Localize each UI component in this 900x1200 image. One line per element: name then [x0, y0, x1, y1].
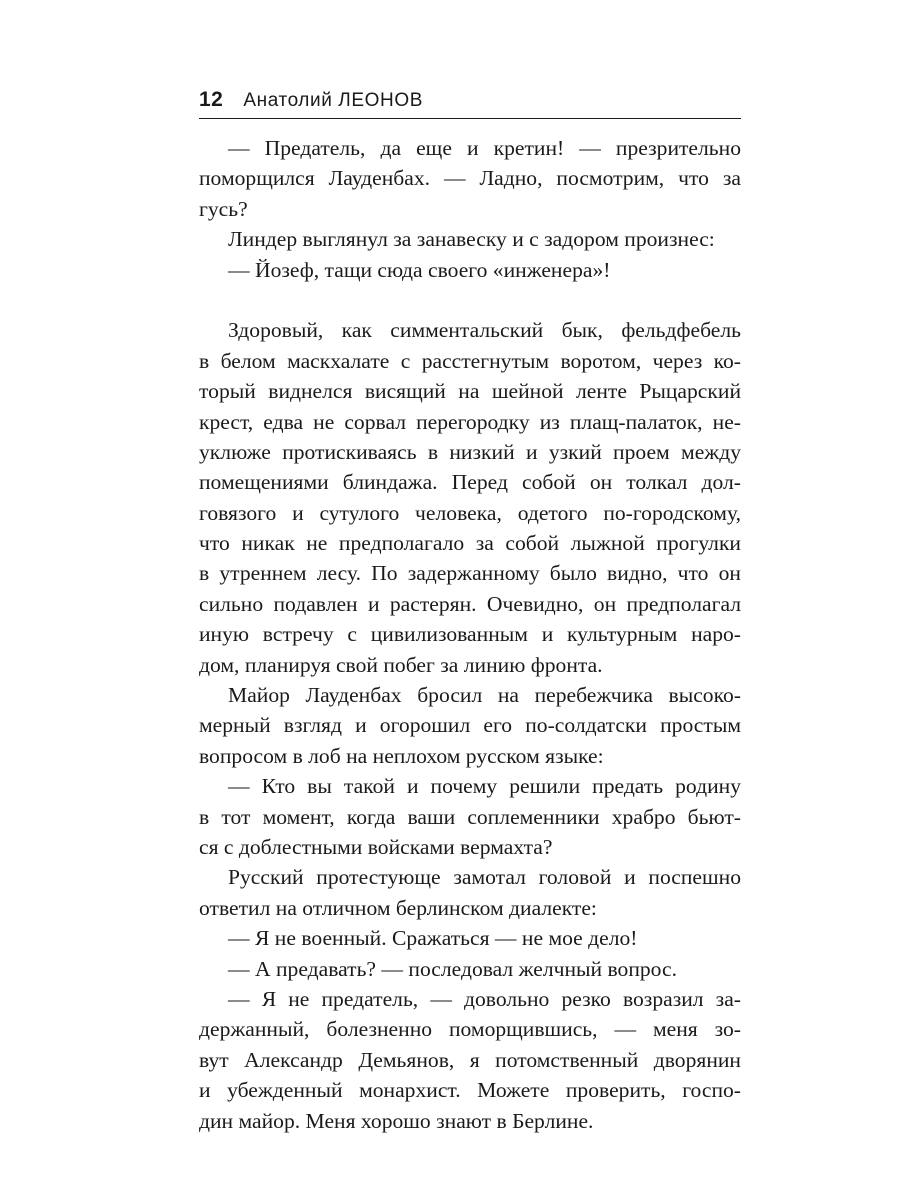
- section-break: [199, 285, 741, 315]
- text-line: Русский протестующе замотал головой и поспешно: [228, 865, 741, 890]
- running-head: [199, 88, 741, 119]
- author-name: Анатолий ЛЕОНОВ: [243, 90, 423, 111]
- text-line: поморщился Лауденбах. — Ладно, посмотрим, что за: [199, 166, 741, 191]
- text-line: — Я не предатель, — довольно резко возразил за-: [228, 986, 741, 1011]
- text-line: что никак не предполагало за собой лыжной прогулки: [199, 531, 741, 556]
- text-line: Здоровый, как симментальский бык, фельдфебель: [228, 318, 741, 343]
- text-line: ся с доблестными войсками вермахта?: [199, 834, 553, 859]
- text-line: — Предатель, да еще и кретин! — презрительно: [228, 136, 741, 160]
- text-line: и убежденный монархист. Можете проверить, госпо-: [199, 1078, 741, 1103]
- text-line: помещениями блиндажа. Перед собой он толкал дол-: [199, 470, 741, 495]
- text-line: — Я не военный. Сражаться — не мое дело!: [228, 926, 638, 951]
- text-line: дом, планируя свой побег за линию фронта.: [199, 652, 603, 677]
- text-line: гусь?: [199, 196, 248, 221]
- text-line: — Йозеф, тащи сюда своего «инженера»!: [228, 257, 611, 282]
- text-line: дин майор. Меня хорошо знают в Берлине.: [199, 1108, 594, 1133]
- text-line: крест, едва не сорвал перегородку из плащ-палаток, не-: [199, 409, 741, 434]
- text-line: в тот момент, когда ваши соплеменники храбро бьют-: [199, 804, 741, 829]
- text-line: Линдер выглянул за занавеску и с задором произнес:: [228, 227, 715, 252]
- page-number: 12: [199, 88, 224, 111]
- text-line: ответил на отличном берлинском диалекте:: [199, 895, 597, 920]
- text-line: сильно подавлен и растерян. Очевидно, он предполагал: [199, 591, 741, 616]
- text-line: — Кто вы такой и почему решили предать родину: [228, 774, 741, 799]
- text-line: вопросом в лоб на неплохом русском языке:: [199, 743, 604, 768]
- text-line: — А предавать? — последовал желчный вопрос.: [228, 956, 677, 981]
- text-line: Майор Лауденбах бросил на перебежчика высоко-: [228, 683, 741, 708]
- text-line: уклюже протискиваясь в низкий и узкий проем между: [199, 439, 741, 464]
- text-line: держанный, болезненно поморщившись, — меня зо-: [199, 1017, 741, 1042]
- book-page: [199, 88, 741, 1136]
- body-text: [199, 133, 741, 1136]
- text-line: торый виднелся висящий на шейной ленте Рыцарский: [199, 379, 741, 404]
- text-line: говязого и сутулого человека, одетого по-городскому,: [199, 500, 741, 525]
- text-line: иную встречу с цивилизованным и культурным наро-: [199, 622, 741, 647]
- text-line: мерный взгляд и огорошил его по-солдатски простым: [199, 713, 741, 738]
- text-line: в белом маскхалате с расстегнутым воротом, через ко-: [199, 348, 741, 373]
- text-line: вут Александр Демьянов, я потомственный дворянин: [199, 1047, 741, 1072]
- text-line: в утреннем лесу. По задержанному было видно, что он: [199, 561, 741, 586]
